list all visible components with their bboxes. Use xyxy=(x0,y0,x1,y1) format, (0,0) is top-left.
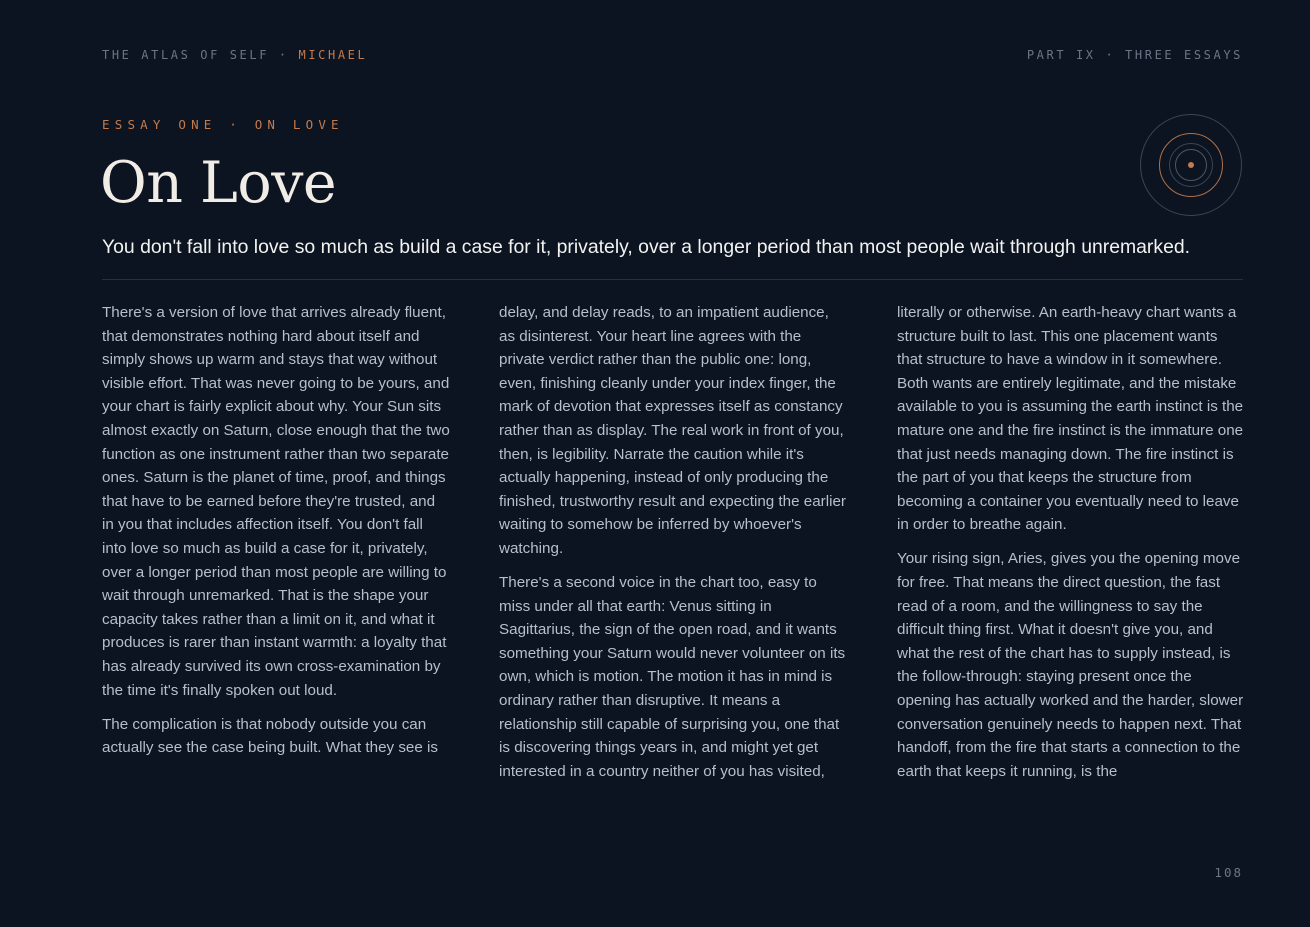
body-column-1 xyxy=(102,301,450,770)
essay-title: On Love xyxy=(100,150,337,216)
essay-kicker: ESSAY ONE · ON LOVE xyxy=(102,117,344,132)
body-column-3 xyxy=(897,301,1245,794)
reader-name: MICHAEL xyxy=(298,48,368,62)
body-column-2 xyxy=(499,301,847,794)
body-paragraph: There's a version of love that arrives already fluent, that demonstrates nothing hard about itself and simply shows up warm and stays that way without visible effort. That was never going to be yours, and your chart is fairly explicit about why. Your Sun sits almost exactly on Saturn, close enough that the two function as one instrument rather than two separate ones. Saturn is the planet of time, proof, and things that have to be earned before they're trusted, and in you that includes affection itself. You don't fall into love so much as build a case for it, privately, over a longer period than most people are willing to wait through unremarked. That is the shape your capacity takes rather than a limit on it, and what it produces is rarer than instant warmth: a loyalty that has already survived its own cross-examination by the time it's finally spoken out loud. xyxy=(102,304,450,699)
running-head-left xyxy=(102,48,367,62)
body-paragraph: delay, and delay reads, to an impatient audience, as disinterest. Your heart line agrees with the private verdict rather than the public one: long, even, finishing cleanly under your index finger, the mark of devotion that expresses itself as constancy rather than as display. The real work in front of you, then, is legibility. Narrate the caution while it's actually happening, instead of only producing the finished, trustworthy result and expecting the earlier waiting to somehow be inferred by whoever's watching. xyxy=(499,304,846,557)
section-label: PART IX · THREE ESSAYS xyxy=(1026,48,1243,62)
divider xyxy=(102,279,1243,280)
book-title: THE ATLAS OF SELF xyxy=(102,48,270,62)
body-paragraph: literally or otherwise. An earth-heavy chart wants a structure built to last. This one placement wants that structure to have a window in it somewhere. Both wants are entirely legitimate, and the mistake available to you is assuming the earth instinct is the mature one and the fire instinct is the immature one that just needs managing down. The fire instinct is the part of you that keeps the structure from becoming a container you eventually need to leave in order to breathe again. xyxy=(897,304,1244,534)
body-paragraph: There's a second voice in the chart too, easy to miss under all that earth: Venus sitting in Sagittarius, the sign of the open road, and it wants something your Saturn would never volunteer on its own, which is motion. The motion it has in mind is ordinary rather than disruptive. It means a relationship still capable of surprising you, one that is discovering things years in, and might yet get interested in a country neither of you has visited, xyxy=(499,574,846,780)
running-head-separator: · xyxy=(269,48,299,62)
essay-standfirst: You don't fall into love so much as build a case for it, privately, over a longer period than most people wait through unremarked. xyxy=(102,236,1191,258)
page-number: 108 xyxy=(1214,865,1243,880)
concentric-orbit-icon xyxy=(1139,113,1243,217)
body-paragraph: The complication is that nobody outside you can actually see the case being built. What they see is xyxy=(102,715,439,757)
body-paragraph: Your rising sign, Aries, gives you the opening move for free. That means the direct question, the fast read of a room, and the willingness to say the difficult thing first. What it doesn't give you, and what the rest of the chart has to supply instead, is the follow-through: staying present once the opening has actually worked and the harder, slower conversation genuinely needs to happen next. That handoff, from the fire that starts a connection to the earth that keeps it running, is the xyxy=(897,550,1244,780)
